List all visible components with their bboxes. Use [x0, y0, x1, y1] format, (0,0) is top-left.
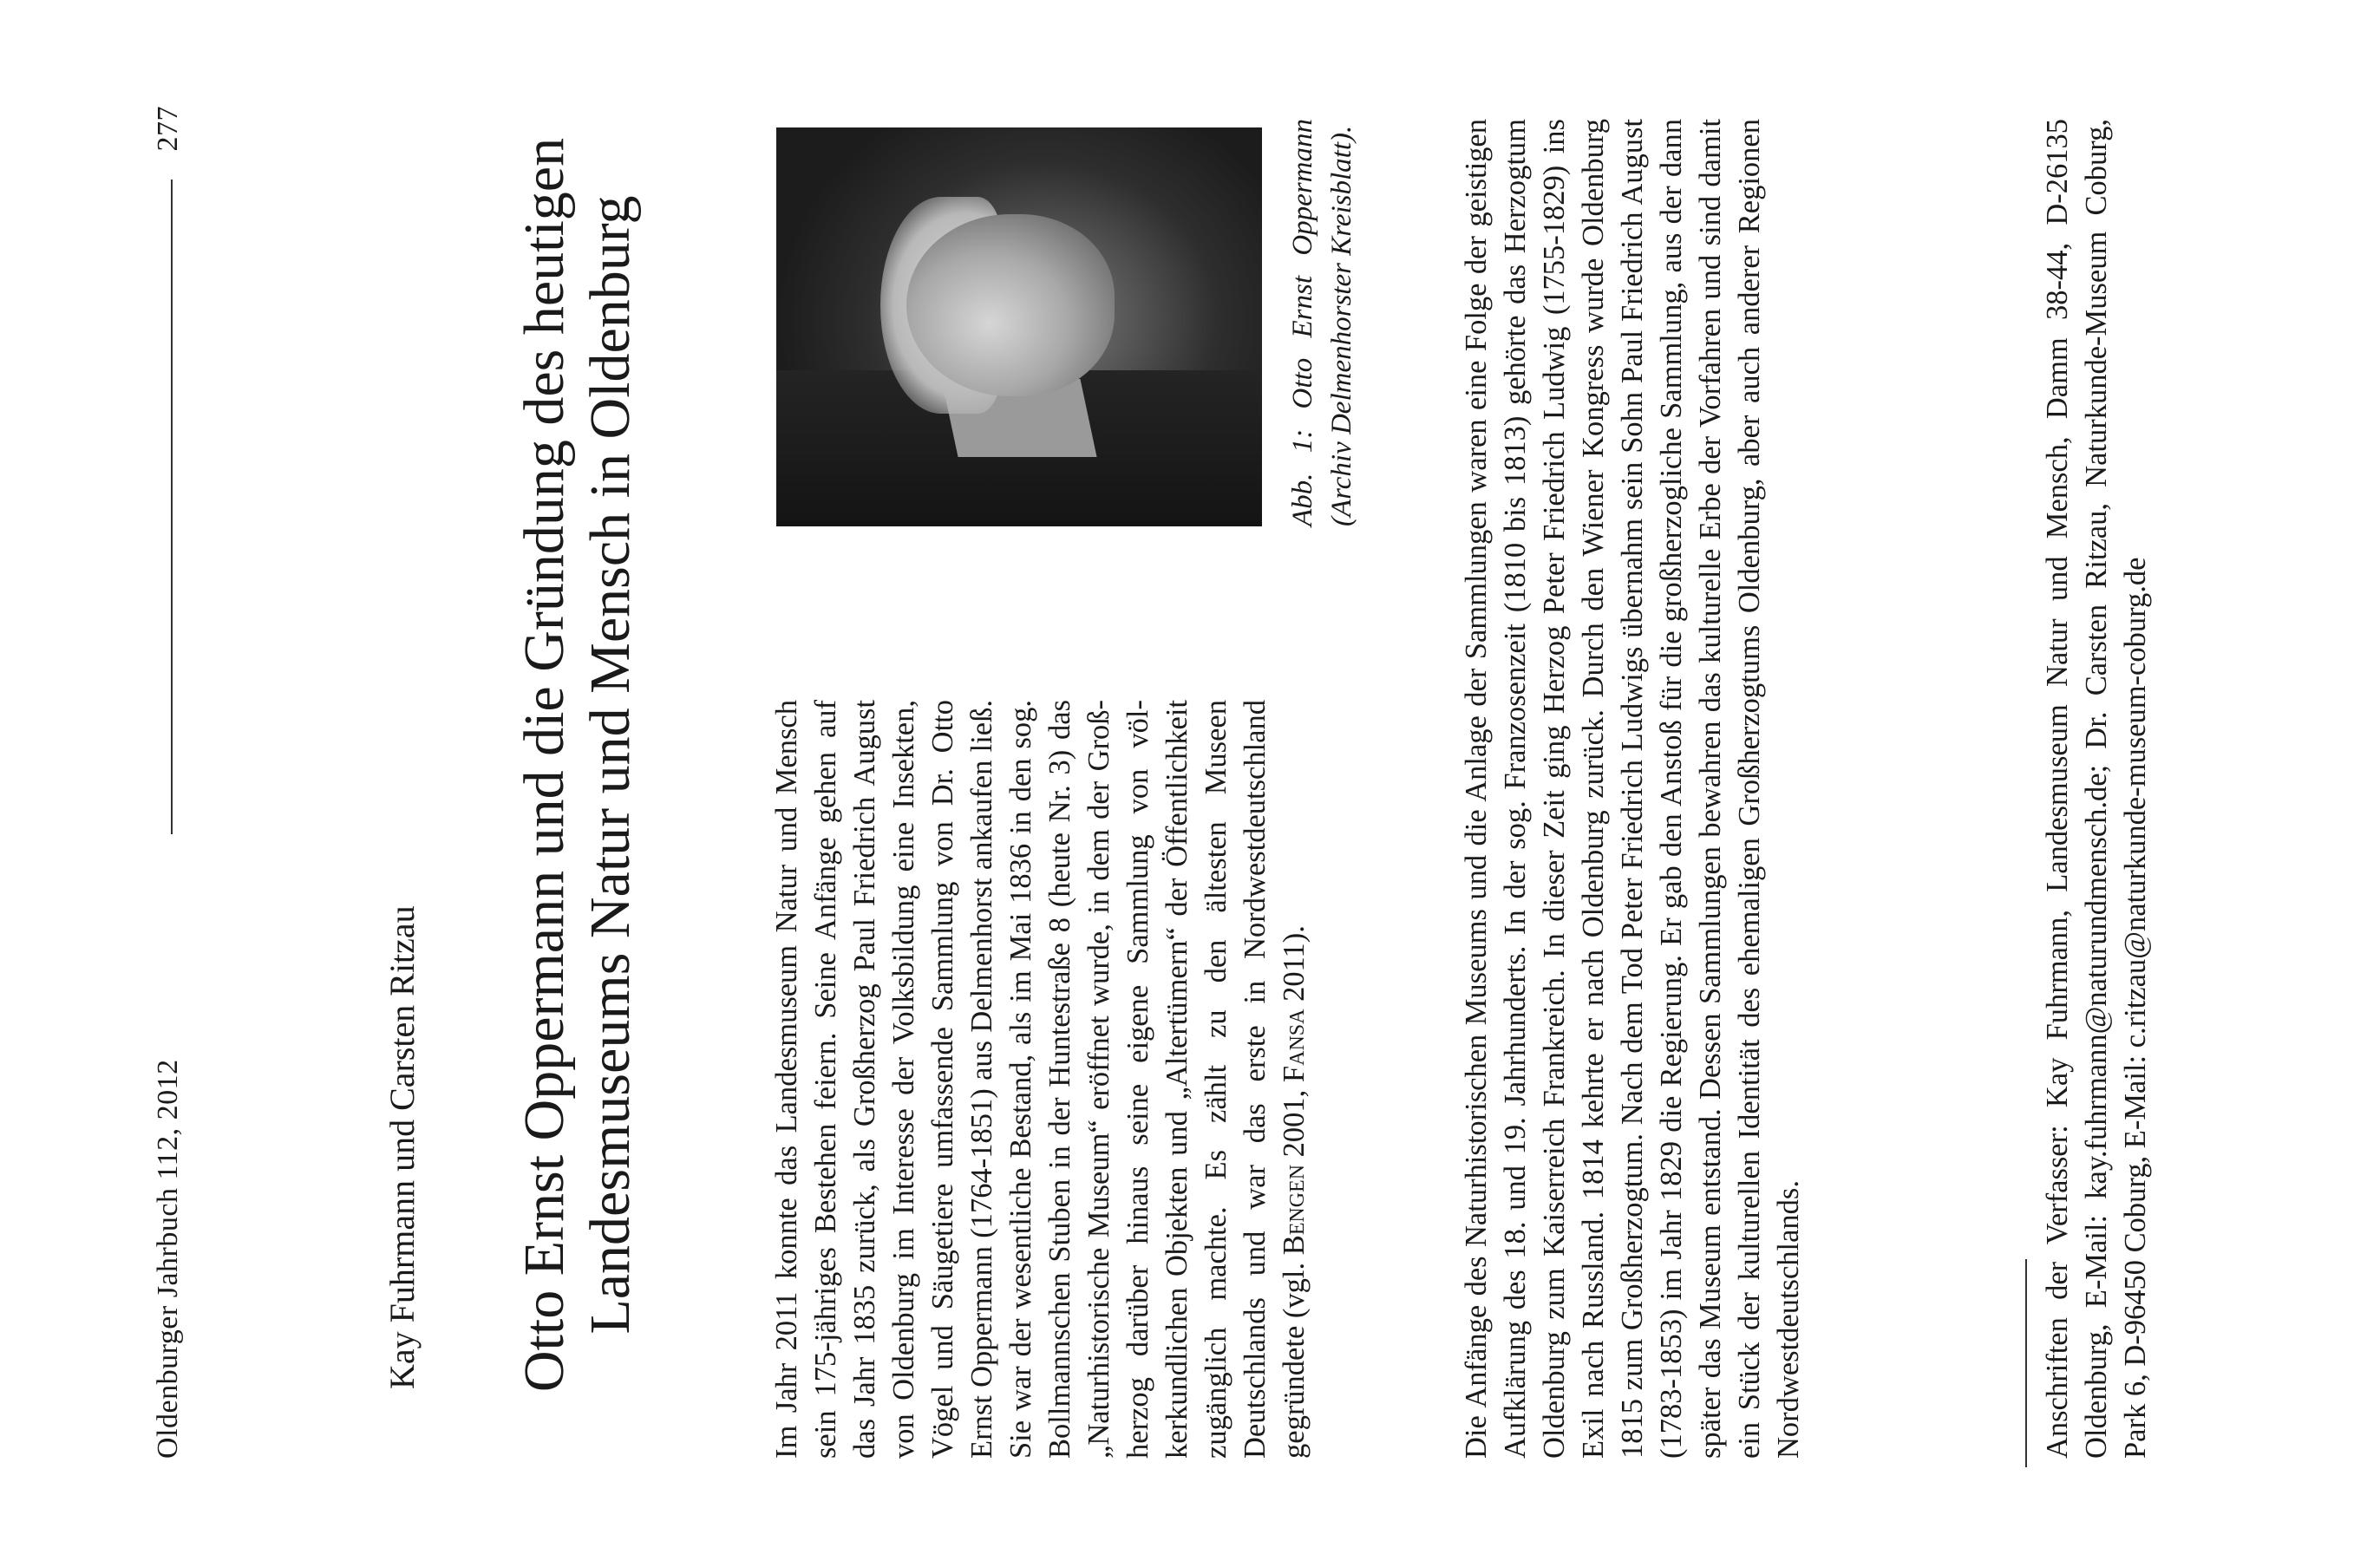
- header-rule: [171, 180, 173, 834]
- author-addresses: Anschriften der Verfasser: Kay Fuhrmann, Landesmuseum Natur und Mensch, Damm 38-44, D-26135 Oldenburg, E-Mail: kay.fuhrmann@naturundmensch.de; Dr. Carsten Ritzau, Naturkunde-Museum Coburg, Park 6, D-96450 Coburg, E-Mail: c.ritzau@naturkunde-museum-coburg.de: [2041, 119, 2152, 1459]
- figure-caption: Abb. 1: Otto Ernst Oppermann (Archiv Delmenhorster Kreisblatt).: [1287, 119, 1357, 526]
- article-authors: Kay Fuhrmann und Carsten Ritzau: [382, 905, 422, 1389]
- citation-bengen: Bengen: [1278, 1164, 1311, 1256]
- citation-fansa: Fansa: [1278, 1009, 1311, 1083]
- page-number: 277: [152, 106, 184, 152]
- portrait-photo: [776, 127, 1262, 526]
- citation-bengen-year: 2001,: [1278, 1082, 1311, 1165]
- photo-head: [906, 214, 1115, 396]
- body-paragraph: Die Anfänge des Naturhistorischen Museums und die Anlage der Sammlungen waren eine Folge der geistigen Aufklärung des 18. und 19. Jahrhunderts. In der sog. Franzosenzeit (1810 bis 1813) gehörte das Herzogtum Oldenburg zum Kaiserreich Frankreich. In dieser Zeit ging Herzog Peter Friedrich Ludwig (1755-1829) ins Exil nach Russland. 1814 kehrte er nach Oldenburg zurück. Durch den Wiener Kongress wurde Oldenburg 1815 zum Großherzogtum. Nach dem Tod Peter Friedrich Ludwigs übernahm sein Sohn Paul Friedrich August (1783-1853) im Jahr 1829 die Regierung. Er gab den Anstoß für die großherzogliche Sammlung, aus der dann später das Museum entstand. Dessen Sammlungen bewahren das kulturelle Erbe der Vorfahren und sind damit ein Stück der kulturellen Identität des ehemaligen Großherzogtums Oldenburg, aber auch anderer Regionen Nordwestdeutschlands.: [1460, 119, 1805, 1459]
- intro-text: Im Jahr 2011 konnte das Landesmuseum Natur und Mensch sein 175-jähriges Bestehen feiern. Seine Anfänge gehen auf das Jahr 1835 zurück, als Großherzog Paul Friedrich August von Oldenburg im Interesse der Volksbildung eine Insekten, Vögel und Säugetiere umfassende Sammlung von Dr. Otto Ernst Oppermann (1764-1851) aus Delmenhorst ankaufen ließ. Sie war der wesentliche Bestand, als im Mai 1836 in den sog. Bollmannschen Stuben in der Huntestraße 8 (heute Nr. 3) das „Naturhistorische Museum“ eröffnet wurde, in dem der Großherzog darüber hinaus seine eigene Sammlung von völkerkundlichen Objekten und „Altertümern“ der Öffentlichkeit zugänglich machte. Es zählt zu den ältesten Museen Deutschlands und war das erste in Nordwestdeutschland gegründete (vgl.: [770, 700, 1311, 1459]
- citation-fansa-year: 2011).: [1278, 925, 1311, 1009]
- running-header: [143, 106, 195, 1459]
- footnote-rule: [2025, 1259, 2027, 1467]
- journal-title: Oldenburger Jahrbuch 112, 2012: [152, 1059, 184, 1459]
- intro-paragraph: [768, 700, 1314, 1459]
- article-title: Otto Ernst Oppermann und die Gründung des heutigen Landesmuseums Natur und Mensch in Oldenburg: [513, 137, 642, 1393]
